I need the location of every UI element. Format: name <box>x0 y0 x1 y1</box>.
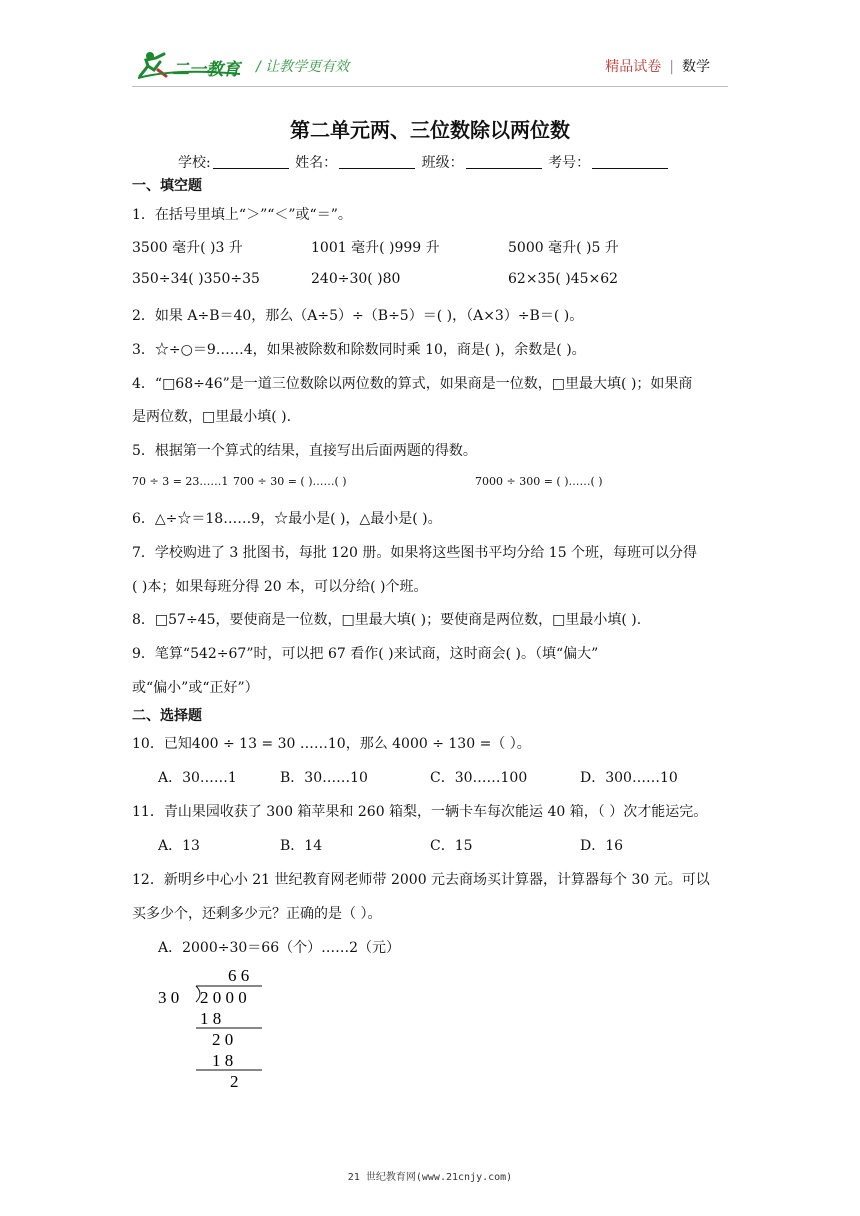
long-division <box>150 964 280 1094</box>
q5-formula-2: 700 ÷ 30 = ( )……( ) <box>233 475 347 488</box>
q11-option-b: B．14 <box>280 838 323 854</box>
q12-line-2: 买多少个，还剩多少元？正确的是（ ）。 <box>132 906 382 922</box>
division-step-3: 1 8 <box>212 1051 234 1070</box>
q3: 3．☆÷○＝9……4，如果被除数和除数同时乘 10，商是( )，余数是( )。 <box>132 342 586 358</box>
section-fill-blank: 一、填空题 <box>132 178 202 194</box>
page-title: 第二单元两、三位数除以两位数 <box>290 118 570 142</box>
division-divisor: 3 0 <box>158 988 180 1007</box>
q12-line-1: 12．新明乡中心小 21 世纪教育网老师带 2000 元去商场买计算器，计算器每个 30 元。可以 <box>132 872 710 888</box>
section-multiple-choice: 二、选择题 <box>132 708 202 724</box>
q9-line-1: 9．笔算“542÷67”时，可以把 67 看作( )来试商，这时商会( )。（填“偏大” <box>132 646 599 662</box>
q7-line-1: 7．学校购进了 3 批图书，每批 120 册。如果将这些图书平均分给 15 个班，每班可以分得 <box>132 545 698 561</box>
q11-option-c: C．15 <box>430 838 473 854</box>
name-label: 姓名： <box>295 155 338 171</box>
division-step-2: 2 0 <box>212 1030 234 1049</box>
q1-item-1: 3500 毫升( )3 升 <box>132 240 243 256</box>
q1-item-3: 5000 毫升( )5 升 <box>508 240 619 256</box>
q11-option-a: A．13 <box>158 838 200 854</box>
header-tag: 精品试卷 <box>605 59 662 75</box>
q7-line-2: ( )本；如果每班分得 20 本，可以分给( )个班。 <box>132 579 428 595</box>
q9-line-2: 或“偏小”或“正好”） <box>132 680 259 696</box>
q5-formula-1: 70 ÷ 3 = 23……1 <box>132 475 229 488</box>
q1-item-5: 240÷30( )80 <box>311 271 401 287</box>
q10-option-d: D．300……10 <box>580 770 678 786</box>
class-blank <box>466 155 542 169</box>
q12-option-a: A．2000÷30＝66（个）……2（元） <box>158 940 401 956</box>
q2: 2．如果 A÷B＝40，那么（A÷5）÷（B÷5）＝( )，（A×3）÷B＝( )。 <box>132 308 584 324</box>
exam-no-label: 考号： <box>548 155 591 171</box>
q6: 6．△÷☆＝18……9，☆最小是( )，△最小是( )。 <box>132 511 442 527</box>
school-label: 学校: <box>178 155 211 171</box>
header-right <box>605 56 710 76</box>
name-blank <box>339 155 415 169</box>
student-info-line <box>178 152 670 172</box>
q8: 8．□57÷45，要使商是一位数，□里最大填( )；要使商是两位数，□里最小填( ). <box>132 612 642 628</box>
page-footer: 21 世纪教育网(www.21cnjy.com) <box>347 1172 513 1183</box>
q5-formula-3: 7000 ÷ 300 = ( )……( ) <box>475 475 603 488</box>
header-divider <box>132 86 728 87</box>
class-label: 班级： <box>421 155 464 171</box>
q11-stem: 11．青山果园收获了 300 箱苹果和 260 箱梨，一辆卡车每次能运 40 箱，（ ）次才能运完。 <box>132 804 708 820</box>
header-subject: 数学 <box>682 59 710 75</box>
q10-option-c: C．30……100 <box>430 770 528 786</box>
q11-option-d: D．16 <box>580 838 624 854</box>
q4-line-2: 是两位数，□里最小填( ). <box>132 409 292 425</box>
division-step-1: 1 8 <box>200 1009 222 1028</box>
q10-option-a: A．30……1 <box>158 770 237 786</box>
q1-item-2: 1001 毫升( )999 升 <box>311 240 440 256</box>
q5-stem: 5．根据第一个算式的结果，直接写出后面两题的得数。 <box>132 443 477 459</box>
logo-text: 二一教育 <box>172 60 240 80</box>
school-blank <box>213 155 289 169</box>
q10-option-b: B．30……10 <box>280 770 368 786</box>
q1-stem: 1．在括号里填上“＞”“＜”或“＝”。 <box>132 207 352 223</box>
division-dividend: 2 0 0 0 <box>200 988 247 1007</box>
division-remainder: 2 <box>230 1072 239 1091</box>
q10-stem: 10．已知400 ÷ 13 = 30 ……10，那么 4000 ÷ 130 =（ ）。 <box>132 736 531 752</box>
header-separator: | <box>669 59 674 75</box>
header-slogan: / 让教学更有效 <box>256 59 350 75</box>
q4-line-1: 4．“□68÷46”是一道三位数除以两位数的算式，如果商是一位数，□里最大填( )；如果商 <box>132 376 693 392</box>
q1-item-4: 350÷34( )350÷35 <box>132 271 260 287</box>
q1-item-6: 62×35( )45×62 <box>508 271 619 287</box>
exam-no-blank <box>592 155 668 169</box>
division-quotient: 6 6 <box>228 966 250 985</box>
